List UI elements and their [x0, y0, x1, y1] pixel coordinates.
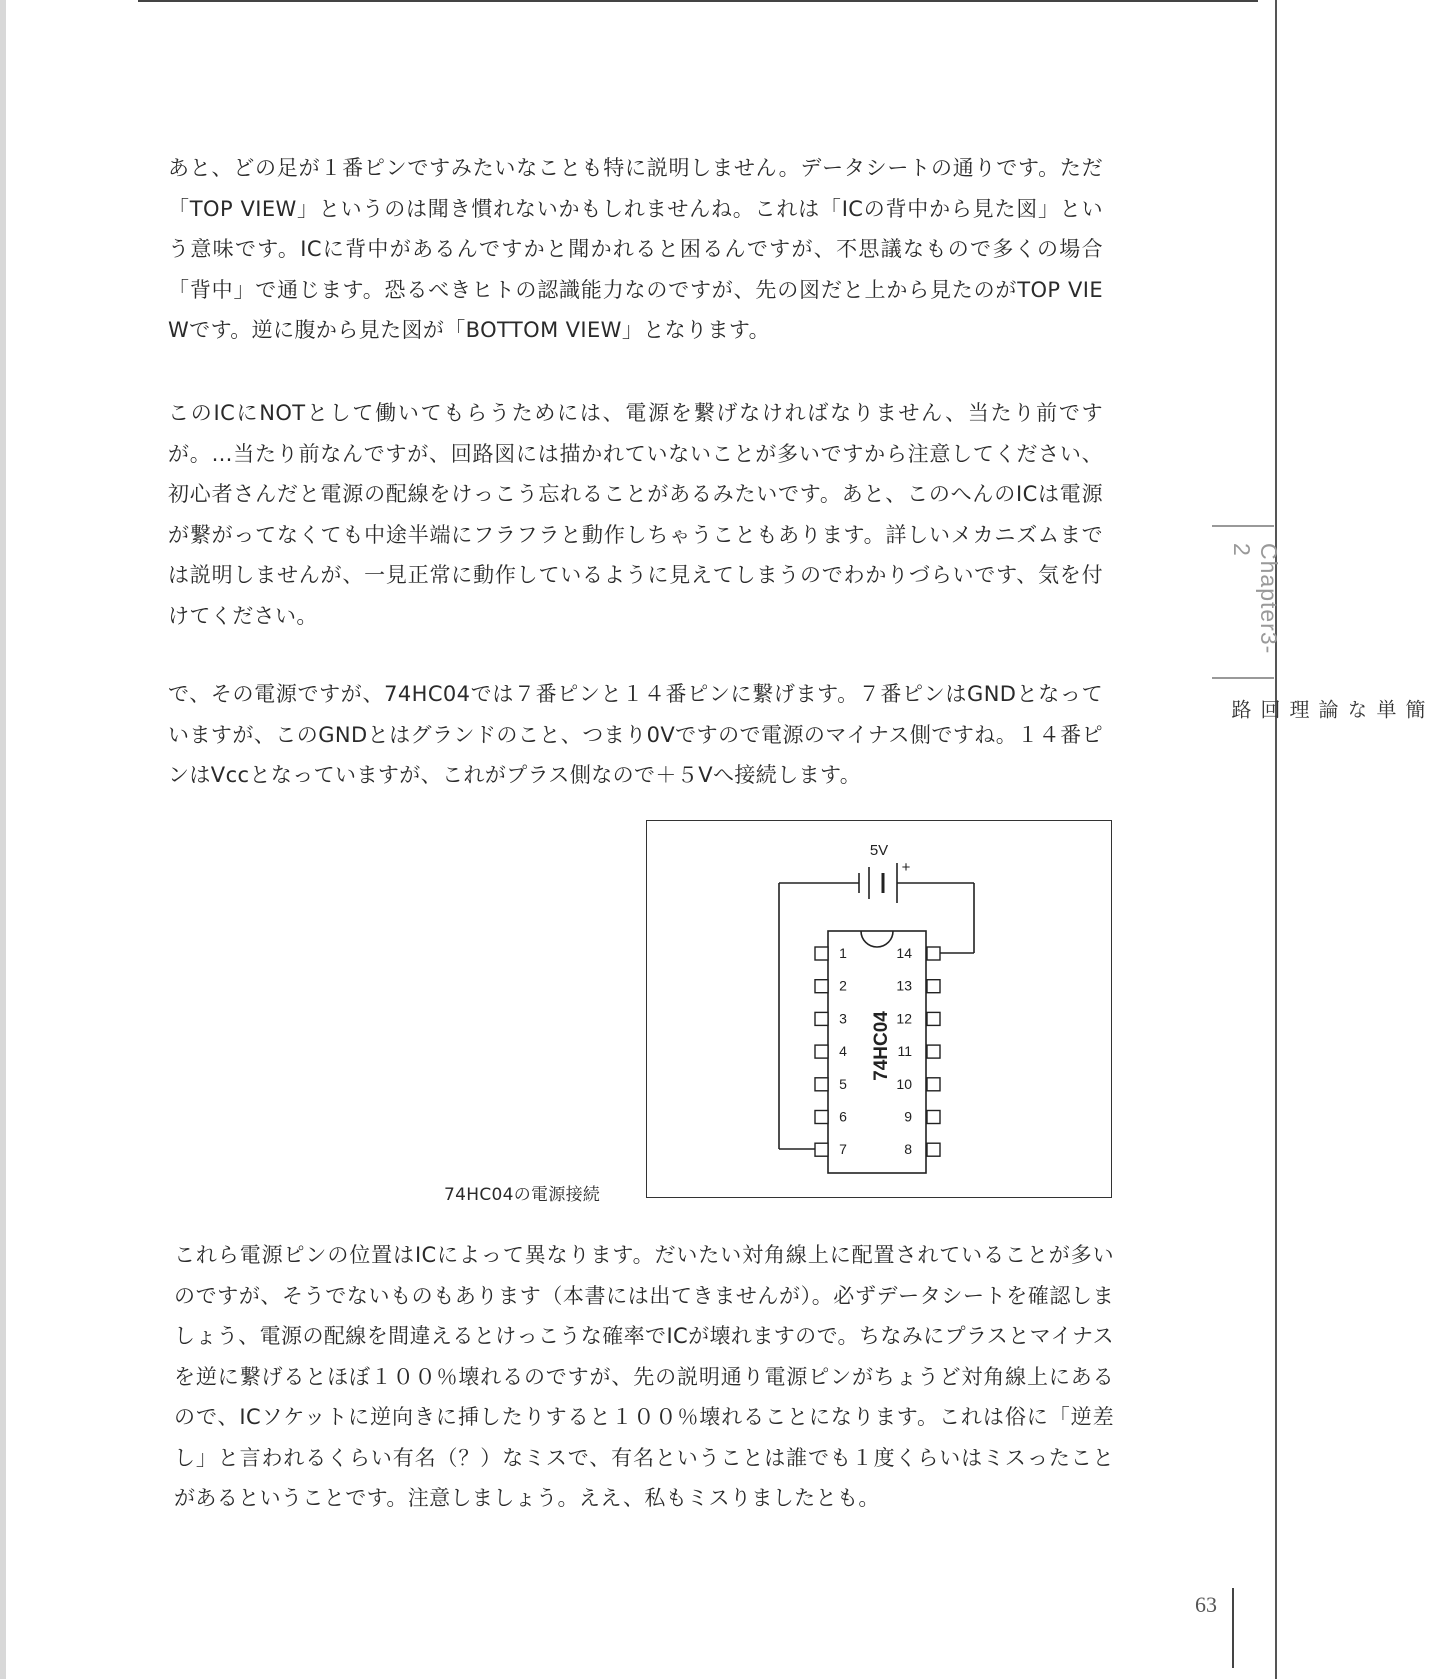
left-pin-2 [815, 980, 828, 993]
page-number-mark [1232, 1588, 1234, 1668]
left-pin-1 [815, 947, 828, 960]
paragraph-power-pins: で、その電源ですが、74HC04では７番ピンと１４番ピンに繋げます。７番ピンはGNDとなっていますが、このGNDとはグランドのこと、つまり0Vですので電源のマイナス側ですね。１４番ピンはVccとなっていますが、これがプラス側なので＋５Vへ接続します。 [168, 682, 1103, 787]
right-rule [1275, 0, 1277, 1679]
left-pin-label: 3 [839, 1010, 847, 1027]
right-pin-label: 13 [896, 977, 912, 994]
ic-power-diagram [647, 821, 1113, 1199]
right-pin-label: 8 [904, 1141, 912, 1158]
plus-sign: + [901, 859, 911, 876]
right-pin-label: 10 [896, 1075, 912, 1092]
right-pin-13 [927, 980, 940, 993]
left-pin-6 [815, 1111, 828, 1124]
left-pin-5 [815, 1078, 828, 1091]
right-pin-label: 11 [897, 1043, 912, 1060]
right-pin-label: 9 [904, 1108, 912, 1125]
page-number: 63 [1195, 1592, 1217, 1617]
figure-caption: 74HC04の電源接続 [444, 1185, 601, 1205]
right-pin-9 [927, 1111, 940, 1124]
chapter-label: Chapter3-2 [1229, 543, 1282, 655]
left-pin-label: 1 [839, 945, 847, 961]
left-pin-label: 5 [839, 1075, 847, 1092]
left-pin-3 [815, 1012, 828, 1025]
right-pin-10 [927, 1078, 940, 1091]
right-pin-label: 12 [896, 1010, 912, 1027]
left-pin-4 [815, 1045, 828, 1058]
right-pin-14 [927, 947, 940, 960]
chapter-tab-top-line [1212, 525, 1274, 527]
left-pin-label: 7 [839, 1141, 847, 1158]
right-pin-8 [927, 1143, 940, 1156]
left-pin-label: 4 [839, 1043, 847, 1060]
paragraph-power-warning: このICにNOTとして働いてもらうためには、電源を繋げなければなりません、当たり前ですが。…当たり前なんですが、回路図には描かれていないことが多いですから注意してください、初心者さんだと電源の配線をけっこう忘れることがあるみたいです。あと、このへんのICは電源が繋がってなくても中途半端にフラフラと動作しちゃうこともあります。詳しいメカニズムまでは説明しませんが、一見正常に動作しているように見えてしまうのでわかりづらいです、気を付けてください。 [168, 401, 1103, 628]
battery-symbol [859, 863, 897, 903]
top-rule [138, 0, 1258, 2]
left-pin-label: 6 [839, 1108, 847, 1125]
right-pin-label: 14 [896, 945, 912, 961]
left-pin-label: 2 [839, 977, 847, 994]
page-left-edge [0, 0, 6, 1679]
right-pin-11 [927, 1045, 940, 1058]
section-title: 簡単な論理回路 [1228, 699, 1426, 722]
right-pin-12 [927, 1012, 940, 1025]
battery-label: 5V [869, 842, 889, 859]
left-pin-7 [815, 1143, 828, 1156]
paragraph-pin-position: これら電源ピンの位置はICによって異なります。だいたい対角線上に配置されていることが多いのですが、そうでないものもあります（本書には出てきませんが）。必ずデータシートを確認しましょう、電源の配線を間違えるとけっこうな確率でICが壊れますので。ちなみにプラスとマイナスを逆に繋げるとほぼ１００％壊れるのですが、先の説明通り電源ピンがちょうど対角線上にあるので、ICソケットに逆向きに挿したりすると１００％壊れることになります。これは俗に「逆差し」と言われるくらい有名（？）なミスで、有名ということは誰でも１度くらいはミスったことがあるということです。注意しましょう。ええ、私もミスりましたとも。 [174, 1243, 1114, 1510]
chip-name: 74HC04 [871, 1011, 892, 1081]
chapter-tab-mid-line [1212, 677, 1274, 679]
figure-box [646, 820, 1112, 1198]
paragraph-top-view: あと、どの足が１番ピンですみたいなことも特に説明しません。データシートの通りです。ただ「TOP VIEW」というのは聞き慣れないかもしれませんね。これは「ICの背中から見た図」という意味です。ICに背中があるんですかと聞かれると困るんですが、不思議なもので多くの場合「背中」で通じます。恐るべきヒトの認識能力なのですが、先の図だと上から見たのがTOP VIEWです。逆に腹から見た図が「BOTTOM VIEW」となります。 [168, 156, 1103, 342]
